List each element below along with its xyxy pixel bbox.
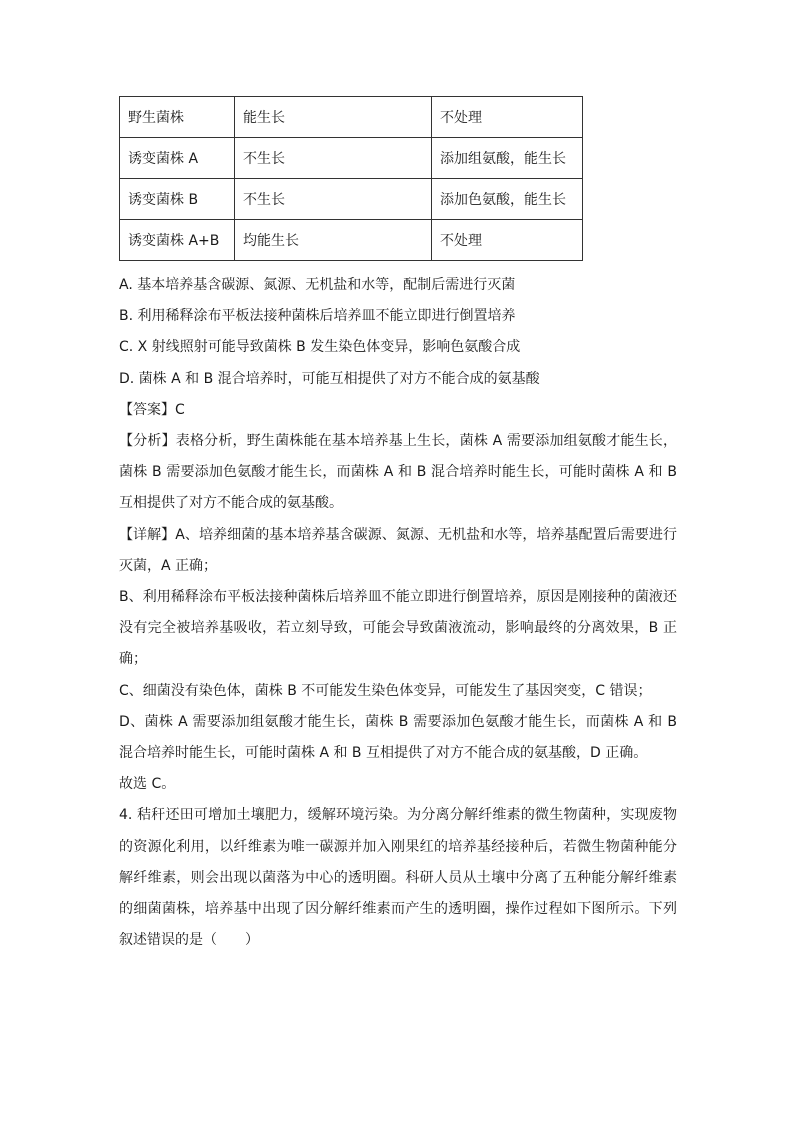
detail-b-paragraph: B、利用稀释涂布平板法接种菌株后培养皿不能立即进行倒置培养，原因是刚接种的菌液还没有完全被培养基吸收，若立刻导致，可能会导致菌液流动，影响最终的分离效果，B 正确； [119,589,677,668]
table-cell: 不处理 [432,220,583,261]
analysis-paragraph: 【分析】表格分析，野生菌株能在基本培养基上生长，菌株 A 需要添加组氨酸才能生长，菌株 B 需要添加色氨酸才能生长，而菌株 A 和 B 混合培养时能生长，可能时菌株 A 和 B 互相提供了对方不能合成的氨基酸。 [119,433,677,512]
detail-a-paragraph: 【详解】A、培养细菌的基本培养基含碳源、氮源、无机盐和水等，培养基配置后需要进行灭菌，A 正确； [119,526,677,574]
table-cell: 能生长 [235,97,432,138]
question-content [119,270,677,956]
table-cell: 不生长 [235,138,432,179]
table-row [120,220,583,261]
conclusion-line: 故选 C。 [119,776,176,793]
table-row [120,138,583,179]
option-c: C. X 射线照射可能导致菌株 B 发生染色体变异，影响色氨酸合成 [119,339,521,356]
table-row [120,97,583,138]
option-b: B. 利用稀释涂布平板法接种菌株后培养皿不能立即进行倒置培养 [119,308,516,325]
detail-c-paragraph: C、细菌没有染色体，菌株 B 不可能发生染色体变异，可能发生了基因突变，C 错误； [119,682,652,699]
table-cell: 诱变菌株 A+B [120,220,235,261]
detail-d-paragraph: D、菌株 A 需要添加组氨酸才能生长，菌株 B 需要添加色氨酸才能生长，而菌株 A 和 B 混合培养时能生长，可能时菌株 A 和 B 互相提供了对方不能合成的氨基酸，D 正确。 [119,713,677,762]
strain-growth-table [119,96,583,261]
table-cell: 诱变菌株 A [120,138,235,179]
table-cell: 诱变菌株 B [120,179,235,220]
table-cell: 添加组氨酸，能生长 [432,138,583,179]
table-cell: 不处理 [432,97,583,138]
option-d: D. 菌株 A 和 B 混合培养时，可能互相提供了对方不能合成的氨基酸 [119,370,540,387]
table-cell: 不生长 [235,179,432,220]
table-cell: 野生菌株 [120,97,235,138]
table-row [120,179,583,220]
table-cell: 均能生长 [235,220,432,261]
question-4-stem: 4. 秸秆还田可增加土壤肥力，缓解环境污染。为分离分解纤维素的微生物菌种，实现废物的资源化利用，以纤维素为唯一碳源并加入刚果红的培养基经接种后，若微生物菌种能分解纤维素，则会出现以菌落为中心的透明圈。科研人员从土壤中分离了五种能分解纤维素的细菌菌株，培养基中出现了因分解纤维素而产生的透明圈，操作过程如下图所示。下列叙述错误的是（ ） [119,807,677,949]
answer-line: 【答案】C [119,401,185,418]
option-a: A. 基本培养基含碳源、氮源、无机盐和水等，配制后需进行灭菌 [119,277,516,293]
table-cell: 添加色氨酸，能生长 [432,179,583,220]
